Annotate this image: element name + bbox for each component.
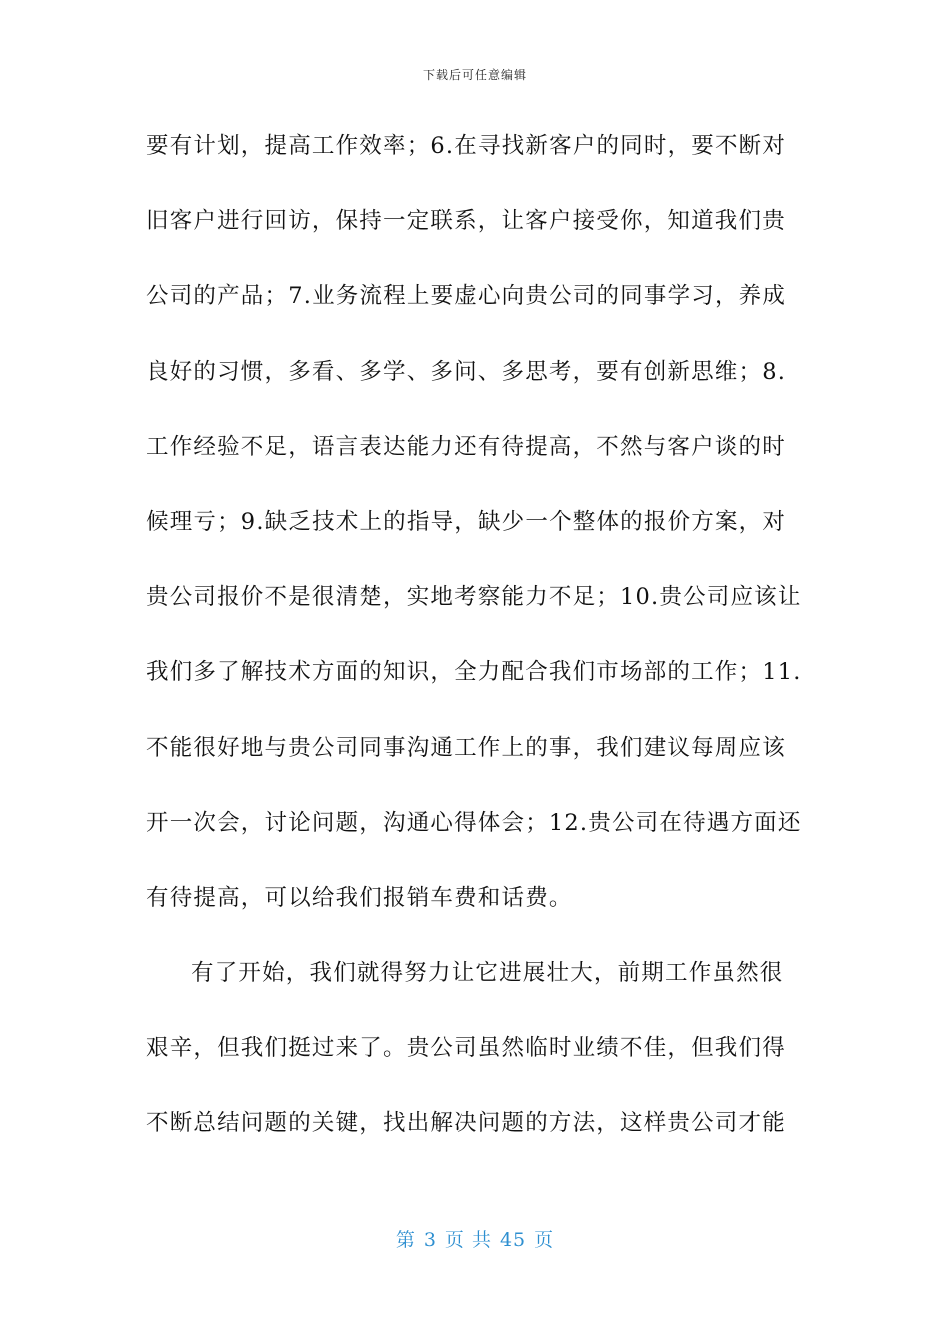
body-line: 我们多了解技术方面的知识，全力配合我们市场部的工作；11. — [146, 659, 802, 686]
body-line: 贵公司报价不是很清楚，实地考察能力不足；10.贵公司应该让 — [146, 584, 802, 611]
body-line: 艰辛，但我们挺过来了。贵公司虽然临时业绩不佳，但我们得 — [146, 1035, 786, 1062]
body-line: 不断总结问题的关键，找出解决问题的方法，这样贵公司才能 — [146, 1110, 786, 1137]
page-footer — [0, 1225, 950, 1252]
footer-middle: 页 共 — [444, 1229, 492, 1251]
body-line: 候理亏；9.缺乏技术上的指导，缺少一个整体的报价方案，对 — [146, 508, 787, 535]
footer-suffix: 页 — [534, 1229, 555, 1251]
paragraph-start-line: 有了开始，我们就得努力让它进展壮大，前期工作虽然很 — [191, 960, 784, 987]
body-line: 要有计划，提高工作效率；6.在寻找新客户的同时，要不断对 — [146, 133, 787, 159]
current-page-number: 3 — [423, 1229, 437, 1251]
body-line: 良好的习惯，多看、多学、多问、多思考，要有创新思维；8. — [146, 358, 787, 385]
body-line: 有待提高，可以给我们报销车费和话费。 — [146, 884, 573, 911]
page-header: 下载后可任意编辑 — [422, 68, 527, 82]
body-line: 工作经验不足，语言表达能力还有待提高，不然与客户谈的时 — [146, 433, 786, 460]
total-pages: 45 — [499, 1229, 527, 1251]
body-line: 不能很好地与贵公司同事沟通工作上的事，我们建议每周应该 — [146, 734, 786, 761]
body-line: 开一次会，讨论问题，沟通心得体会；12.贵公司在待遇方面还 — [146, 809, 802, 836]
body-line: 旧客户进行回访，保持一定联系，让客户接受你，知道我们贵 — [146, 208, 786, 235]
body-line: 公司的产品；7.业务流程上要虚心向贵公司的同事学习，养成 — [146, 283, 787, 310]
footer-prefix: 第 — [395, 1229, 416, 1251]
document-body — [146, 124, 806, 1177]
